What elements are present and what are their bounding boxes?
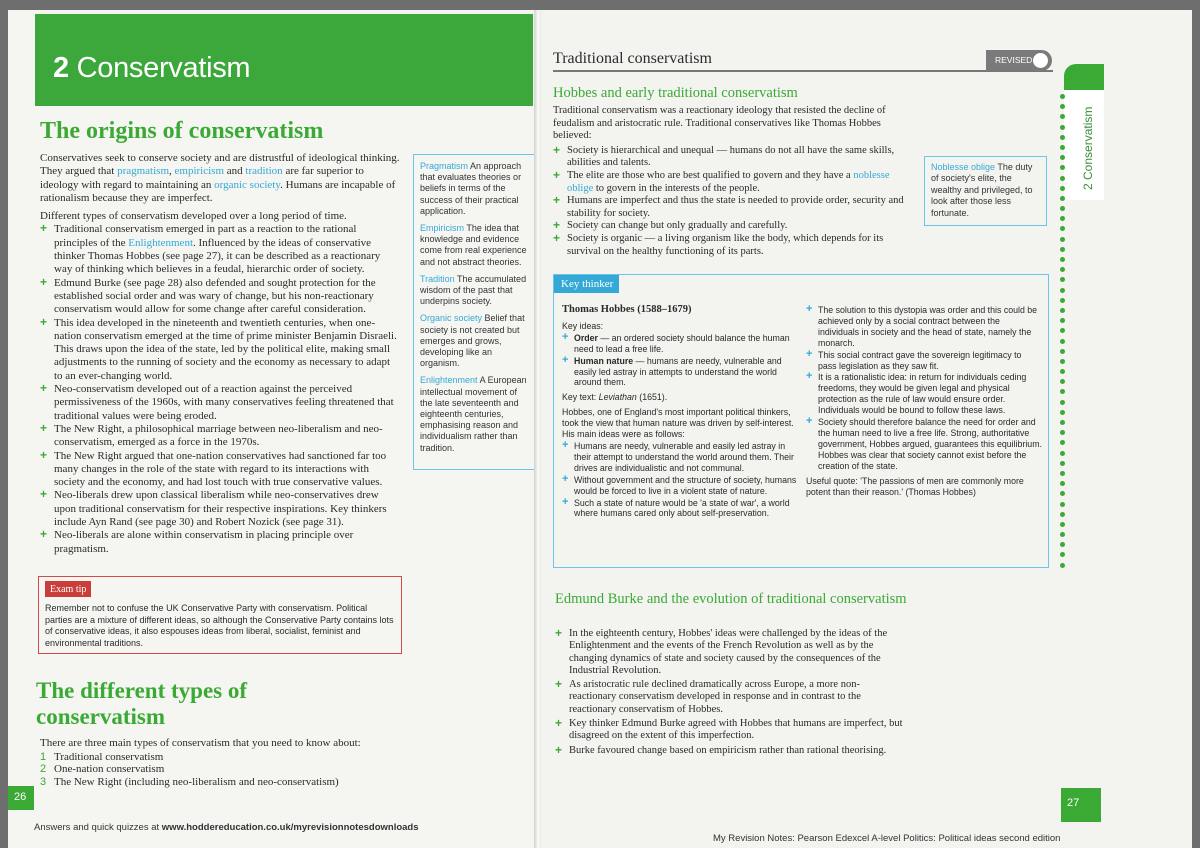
burke-bullet-list xyxy=(555,628,905,757)
glossary-box xyxy=(413,154,536,470)
types-intro: There are three main types of conservatism that you need to know about: xyxy=(40,737,361,749)
list-item: + Society is hierarchical and unequal — humans do not all have the same skills, abilities and talents. xyxy=(553,145,913,170)
section-rule xyxy=(553,70,1053,72)
types-body xyxy=(40,737,400,788)
list-item: + This idea developed in the nineteenth and twentieth centuries, when one-nation conservatism emerged at the time of prime minister Benjamin Disraeli. This draws upon the idea of the state, led by the political elite, making small adjustments to the running of society and the economy as necessary to adapt to an ever-changing world. xyxy=(40,317,400,383)
types-heading: The different types of conservatism xyxy=(36,678,248,729)
glossary-entry-empiricism: Empiricism The idea that knowledge and evidence come from real experience and not abstract theories. xyxy=(420,223,527,267)
progress-dots xyxy=(1060,94,1066,594)
glossary-entry-enlightenment: Enlightenment A European intellectual movement of the late seventeenth and eighteenth centuries, emphasising reason and individualism rather than tradition. xyxy=(420,375,527,453)
list-item: + Edmund Burke (see page 28) also defended and sought protection for the established social order and was wary of change, but his non-reactionary conservatism would allow for some change after careful consideration. xyxy=(40,277,400,317)
revised-checkbox-icon xyxy=(1033,53,1048,68)
revised-badge: REVISED xyxy=(986,50,1052,71)
downloads-link[interactable]: www.hoddereducation.co.uk/myrevisionnotesdownloads xyxy=(161,822,419,833)
list-item: + It is a rationalistic idea: in return for individuals ceding freedoms, they would be given legal and physical protection as the rule of law would ensure order. Individuals would be bound to follow these laws. xyxy=(806,372,1042,416)
list-item: 3 The New Right (including neo-liberalism and neo-conservatism) xyxy=(40,775,339,788)
types-list xyxy=(40,751,400,789)
footer-left: Answers and quick quizzes at www.hoddereducation.co.uk/myrevisionnotesdownloads xyxy=(34,822,419,833)
origins-lead: Different types of conservatism developed over a long period of time. xyxy=(40,210,347,223)
exam-tip-text: Remember not to confuse the UK Conservative Party with conservatism. Political parties are a mixture of different ideas, so although the Conservative Party contains lots of conservative ideas, it also espouses ideas from liberal, socialist, feminist and environmental traditions. xyxy=(45,603,394,648)
list-item: + The New Right argued that one-nation conservatives had sanctioned far too many changes in the role of the state with regard to its interactions with society and the economy, and had lost touch with true conservative values. xyxy=(40,450,400,490)
hobbes-body xyxy=(553,105,913,258)
list-item: + Human nature — humans are needy, vulnerable and easily led astray in attempts to understand the world around them. xyxy=(562,356,800,389)
hobbes-bullet-list xyxy=(553,145,913,258)
chapter-banner xyxy=(35,14,533,106)
left-page xyxy=(8,10,536,848)
key-thinker-column-2 xyxy=(806,305,1042,501)
list-item: 1 Traditional conservatism xyxy=(40,750,164,763)
glossary-entry-pragmatism: Pragmatism An approach that evaluates theories or beliefs in terms of the success of their practical application. xyxy=(420,161,522,216)
key-thinker-label: Key thinker xyxy=(554,275,619,293)
origins-body xyxy=(40,152,400,556)
key-thinker-column-1 xyxy=(562,305,800,520)
thinker-name: Thomas Hobbes (1588–1679) xyxy=(562,304,692,315)
main-ideas-list-1 xyxy=(562,441,800,519)
list-item: + The New Right, a philosophical marriage between neo-liberalism and neo-conservatism, emerged as a force in the 1970s. xyxy=(40,423,400,450)
list-item: + Society is organic — a living organism like the body, which depends for its survival on the healthy functioning of its parts. xyxy=(553,233,913,258)
list-item: + Neo-conservatism developed out of a reaction against the perceived permissiveness of the 1960s, with many conservatives feeling threatened that traditional values were being eroded. xyxy=(40,383,400,423)
list-item: 2 One-nation conservatism xyxy=(40,763,165,776)
list-item: + In the eighteenth century, Hobbes' ideas were challenged by the ideas of the Enlightenment and the events of the French Revolution as well as by the changing dynamics of state and society caused by the consequences of the Industrial Revolution. xyxy=(555,628,905,677)
list-item: + Burke favoured change based on empiricism rather than rational theorising. xyxy=(555,745,905,757)
list-item: + The solution to this dystopia was order and this could be achieved only by a social contract between the individuals in society and the head of state, namely the monarch. xyxy=(806,305,1042,349)
list-item: + Humans are needy, vulnerable and easily led astray in their attempt to understand the world around them. Their drives are individualistic and not communal. xyxy=(562,441,800,474)
exam-tip-box xyxy=(38,576,402,654)
origins-heading: The origins of conservatism xyxy=(40,118,324,144)
list-item: + Society should therefore balance the need for order and the human need to live a free life. Strong, authoritative government, Hobbes argued, guarantees this equilibrium. Hobbes was clear that society cannot exist before the creation of the state. xyxy=(806,417,1042,472)
thinker-bio: Hobbes, one of England's most important political thinkers, took the view that human nature was driven by self-interest. His main ideas were as follows: xyxy=(562,407,794,440)
list-item: + This social contract gave the sovereign legitimacy to pass legislation as they saw fit. xyxy=(806,350,1042,372)
key-thinker-box xyxy=(553,274,1049,568)
burke-body xyxy=(555,628,905,759)
list-item: + Humans are imperfect and thus the state is needed to provide order, security and stability for society. xyxy=(553,195,913,220)
burke-heading: Edmund Burke and the evolution of traditional conservatism xyxy=(555,591,907,607)
key-ideas-label: Key ideas: xyxy=(562,320,604,331)
exam-tip-label: Exam tip xyxy=(45,581,91,597)
hobbes-heading: Hobbes and early traditional conservatism xyxy=(553,85,798,101)
main-ideas-list-2 xyxy=(806,305,1042,472)
glossary-entry-organic-society: Organic society Belief that society is not created but emerges and grows, developing like an organism. xyxy=(420,313,525,369)
list-item: + Society can change but only gradually and carefully. xyxy=(553,220,913,233)
right-page xyxy=(541,10,1192,848)
page-number-right: 27 xyxy=(1061,788,1101,822)
noblesse-oblige-box: Noblesse oblige The duty of society's elite, the wealthy and privileged, to look after those less fortunate. xyxy=(924,156,1047,226)
list-item: + Such a state of nature would be 'a state of war', a world where humans cared only about self-preservation. xyxy=(562,498,800,520)
section-heading: Traditional conservatism xyxy=(553,50,712,67)
glossary-entry-tradition: Tradition The accumulated wisdom of the past that underpins society. xyxy=(420,273,527,307)
page-number-left: 26 xyxy=(8,786,34,810)
list-item: + Traditional conservatism emerged in part as a reaction to the rational principles of the Enlightenment. Influenced by the ideas of conservative thinker Thomas Hobbes (see page 27), it can be described as a reactionary way of thinking which believes in a feudal, hierarchic order of society. xyxy=(40,223,400,276)
list-item: + As aristocratic rule declined dramatically across Europe, a more non-reactionary conservatism developed in response and in contrast to the reactionary conservatism of Hobbes. xyxy=(555,679,905,716)
key-ideas-list xyxy=(562,333,800,389)
useful-quote: Useful quote: 'The passions of men are commonly more potent than their reason.' (Thomas Hobbes) xyxy=(806,475,1024,497)
list-item: + Neo-liberals drew upon classical liberalism while neo-conservatives drew upon traditional conservatism for their respective inspirations. Key thinkers include Ayn Rand (see page 30) and Robert Nozick (see page 31). xyxy=(40,489,400,529)
key-text: Key text: Leviathan (1651). xyxy=(562,392,668,403)
footer-right: My Revision Notes: Pearson Edexcel A-level Politics: Political ideas second edition xyxy=(713,833,1061,844)
hobbes-intro: Traditional conservatism was a reactionary ideology that resisted the decline of feudalism and aristocratic rule. Traditional conservatives like Thomas Hobbes believed: xyxy=(553,105,886,142)
list-item: + Order — an ordered society should balance the human need to lead a free life. xyxy=(562,333,800,355)
chapter-side-label: 2 Conservatism xyxy=(1081,106,1095,190)
list-item: + Key thinker Edmund Burke agreed with Hobbes that humans are imperfect, but disagreed on the extent of this imperfection. xyxy=(555,718,905,743)
origins-intro: Conservatives seek to conserve society and are distrustful of ideological thinking. They argued that pragmatism, empiricism and tradition are far superior to ideology with regard to maintaining an organic society. Humans are incapable of rationalism because they are imperfect. xyxy=(40,152,400,204)
origins-bullet-list xyxy=(40,223,400,555)
list-item: + The elite are those who are best qualified to govern and they have a noblesse oblige to govern in the interests of the people. xyxy=(553,170,913,195)
list-item: + Without government and the structure of society, humans would be forced to live in a violent state of nature. xyxy=(562,475,800,497)
chapter-heading: 2 Conservatism xyxy=(53,52,251,84)
list-item: + Neo-liberals are alone within conservatism in placing principle over pragmatism. xyxy=(40,529,400,556)
